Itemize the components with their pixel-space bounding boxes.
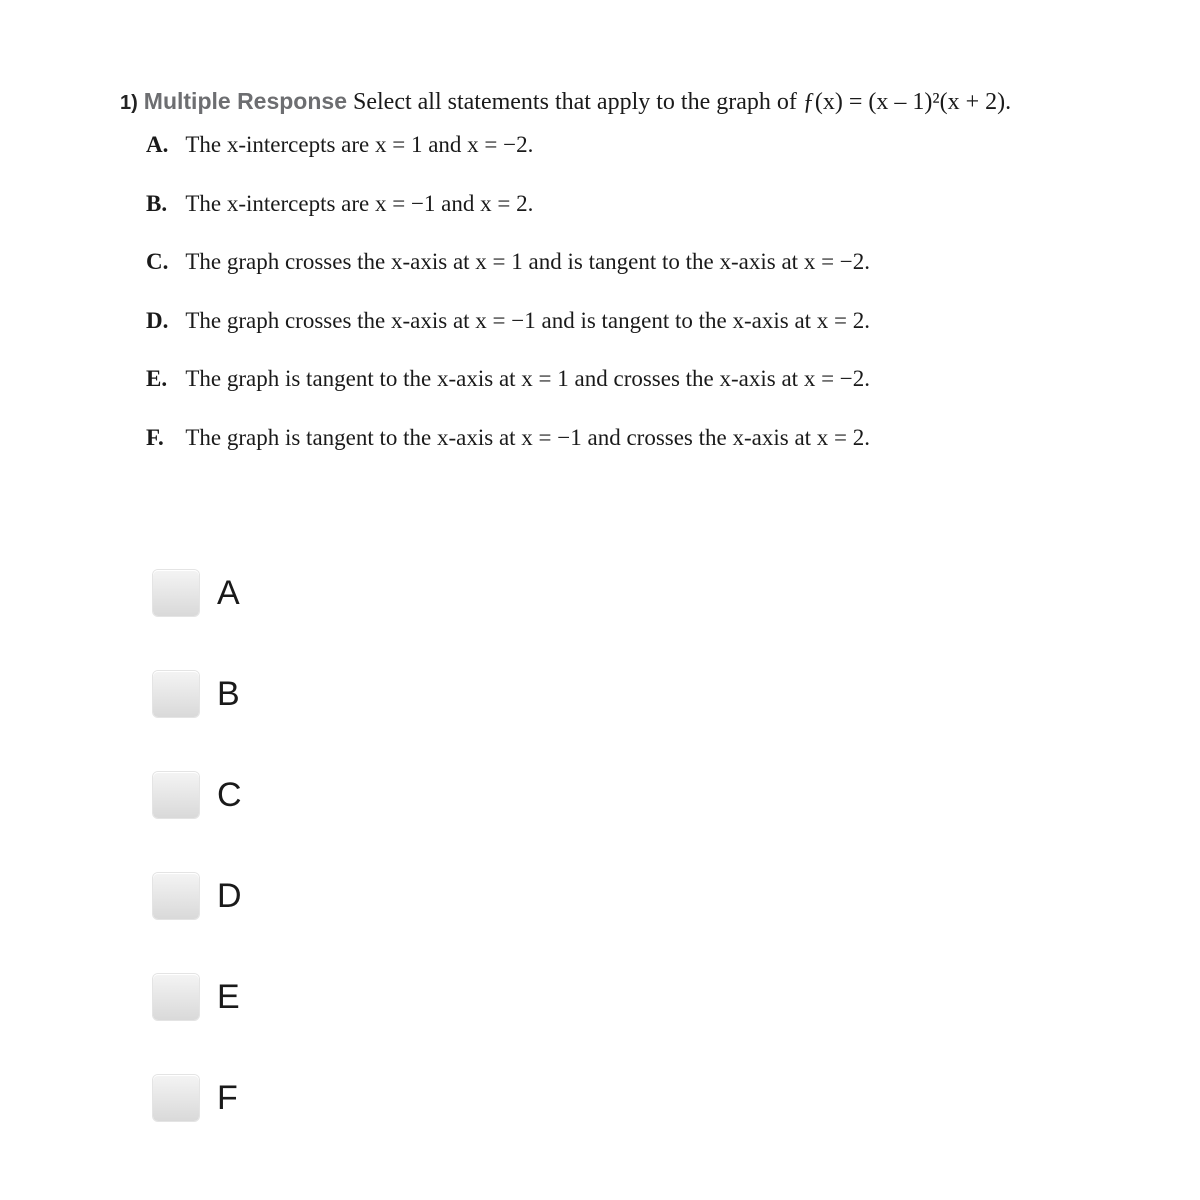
statement-letter: C. — [146, 249, 169, 274]
choice-label[interactable]: F — [217, 1078, 238, 1117]
choice-b[interactable] — [153, 671, 242, 717]
answer-choices — [153, 570, 242, 1176]
choice-e-checkbox[interactable] — [153, 974, 199, 1020]
question-header — [120, 84, 1180, 120]
statement-letter: E. — [146, 366, 168, 391]
choice-b-checkbox[interactable] — [153, 671, 199, 717]
choice-d-checkbox[interactable] — [153, 873, 199, 919]
choice-label[interactable]: B — [217, 674, 240, 713]
statement-text: The x-intercepts are x = 1 and x = −2. — [185, 132, 534, 157]
statement-b — [146, 187, 870, 246]
choice-f[interactable] — [153, 1075, 242, 1121]
statement-c — [146, 245, 870, 304]
choice-d[interactable] — [153, 873, 242, 919]
statement-e — [146, 362, 870, 421]
choice-c[interactable] — [153, 772, 242, 818]
choice-f-checkbox[interactable] — [153, 1075, 199, 1121]
choice-a-checkbox[interactable] — [153, 570, 199, 616]
question-prompt: Select all statements that apply to the graph of ƒ(x) = (x – 1)²(x + 2). — [353, 89, 1012, 115]
choice-e[interactable] — [153, 974, 242, 1020]
statement-list — [146, 128, 870, 479]
statement-d — [146, 304, 870, 363]
statement-text: The graph crosses the x-axis at x = −1 and is tangent to the x-axis at x = 2. — [185, 307, 871, 333]
statement-f — [146, 421, 870, 480]
choice-c-checkbox[interactable] — [153, 772, 199, 818]
statement-text: The x-intercepts are x = −1 and x = 2. — [185, 190, 534, 216]
question — [120, 84, 1180, 450]
statement-letter: B. — [146, 190, 168, 216]
choice-a[interactable] — [153, 570, 242, 616]
choice-label[interactable]: E — [217, 977, 240, 1016]
choice-label[interactable]: A — [217, 573, 240, 612]
question-number: 1) — [120, 92, 138, 114]
question-type: Multiple Response — [143, 88, 347, 114]
statement-text: The graph crosses the x-axis at x = 1 and is tangent to the x-axis at x = −2. — [185, 249, 871, 274]
statement-text: The graph is tangent to the x-axis at x = −1 and crosses the x-axis at x = 2. — [185, 424, 871, 450]
statement-letter: A. — [146, 132, 169, 157]
statement-text: The graph is tangent to the x-axis at x = 1 and crosses the x-axis at x = −2. — [185, 366, 871, 391]
choice-label[interactable]: C — [217, 775, 242, 814]
choice-label[interactable]: D — [217, 876, 242, 915]
statement-letter: F. — [146, 424, 164, 450]
statement-letter: D. — [146, 307, 169, 333]
statement-a — [146, 128, 870, 187]
